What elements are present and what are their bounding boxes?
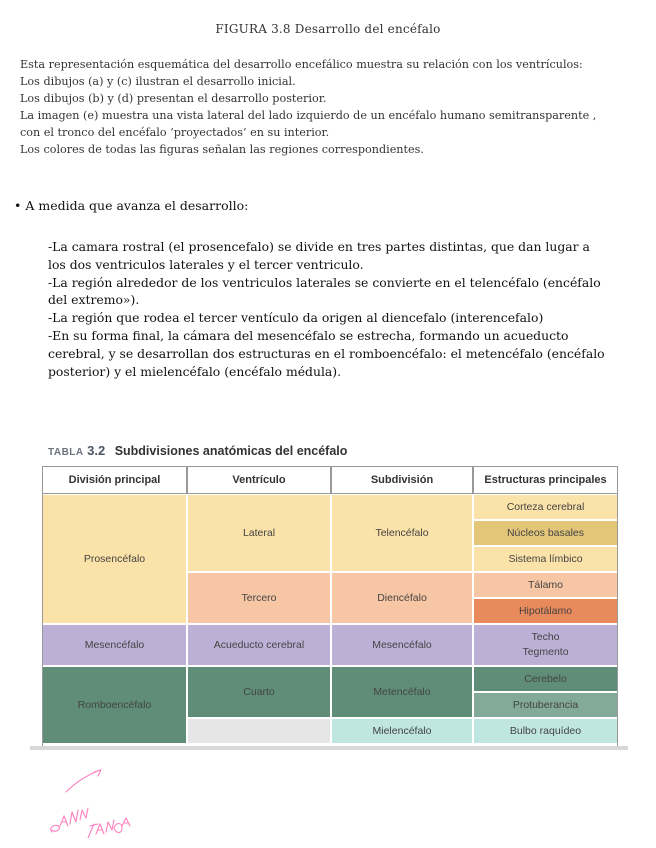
header-ventricle: Ventrículo <box>187 466 331 494</box>
table-number: 3.2 <box>87 443 106 458</box>
development-point: -La región alrededor de los ventriculos laterales se convierte en el telencéfalo (encéfalo del extremo»). <box>48 274 601 308</box>
ventricle-lateral: Lateral <box>187 494 331 572</box>
ventricle-acueducto: Acueducto cerebral <box>187 624 331 666</box>
ventricle-empty-cell <box>187 718 331 744</box>
subdivision-telencefalo: Telencéfalo <box>331 494 473 572</box>
description-line: Los dibujos (b) y (d) presentan el desarrollo posterior. <box>20 92 327 105</box>
development-points <box>48 238 608 380</box>
subdivision-mielencefalo: Mielencéfalo <box>331 718 473 744</box>
development-heading <box>14 198 248 213</box>
subdivision-mesencefalo: Mesencéfalo <box>331 624 473 666</box>
development-point: -En su forma final, la cámara del mesencéfalo se estrecha, formando un acueducto cerebral, y se desarrollan dos estructuras en el romboencéfalo: el metencéfalo (encéfalo posterior) y el mielencéfalo (encéfalo médula). <box>48 327 605 379</box>
ventricle-cuarto: Cuarto <box>187 666 331 718</box>
structure-sistema-limbico: Sistema límbico <box>473 546 618 572</box>
division-mesencefalo: Mesencéfalo <box>42 624 187 666</box>
development-point: -La región que rodea el tercer ventículo da origen al diencefalo (interencefalo) <box>48 310 544 326</box>
handwritten-signature <box>44 768 134 838</box>
structure-hipotalamo: Hipotálamo <box>473 598 618 624</box>
table-title: Subdivisiones anatómicas del encéfalo <box>114 444 348 458</box>
division-prosencefalo: Prosencéfalo <box>42 494 187 624</box>
division-romboencefalo: Romboencéfalo <box>42 666 187 744</box>
structure-cerebelo: Cerebelo <box>473 666 618 692</box>
structure-protuberancia: Protuberancia <box>473 692 618 718</box>
header-structures: Estructuras principales <box>473 466 618 494</box>
ventricle-tercero: Tercero <box>187 572 331 624</box>
description-line: Esta representación esquemática del desarrollo encefálico muestra su relación con los ventrículos: <box>20 58 583 71</box>
description-line: La imagen (e) muestra una vista lateral del lado izquierdo de un encéfalo humano semitransparente , <box>20 109 597 122</box>
structure-bulbo-raquideo: Bulbo raquídeo <box>473 718 618 744</box>
description-line: con el tronco del encéfalo ‘proyectados’ en su interior. <box>20 126 330 139</box>
subdivisions-table <box>30 440 628 752</box>
subdivision-diencefalo: Diencéfalo <box>331 572 473 624</box>
structure-nucleos-basales: Núcleos basales <box>473 520 618 546</box>
description-line: Los colores de todas las figuras señalan las regiones correspondientes. <box>20 143 424 156</box>
figure-description <box>20 56 640 158</box>
structure-tegmento: Tegmento <box>522 646 569 658</box>
structure-corteza: Corteza cerebral <box>473 494 618 520</box>
development-heading-text: A medida que avanza el desarrollo: <box>25 198 249 213</box>
table-label: TABLA <box>48 447 84 458</box>
header-division: División principal <box>42 466 187 494</box>
signature-strokes <box>51 770 130 838</box>
description-line: Los dibujos (a) y (c) ilustran el desarrollo inicial. <box>20 75 296 88</box>
structure-talamo: Tálamo <box>473 572 618 598</box>
table-shadow <box>30 746 628 750</box>
subdivision-metencefalo: Metencéfalo <box>331 666 473 718</box>
bullet-icon: • <box>14 198 22 213</box>
structure-techo-tegmento <box>473 624 618 666</box>
table-caption <box>48 443 347 458</box>
figure-title: FIGURA 3.8 Desarrollo del encéfalo <box>215 22 441 36</box>
structure-techo: Techo <box>531 631 560 643</box>
header-subdivision: Subdivisión <box>331 466 473 494</box>
development-point: -La camara rostral (el prosencefalo) se divide en tres partes distintas, que dan lugar a los dos ventriculos laterales y el tercer ventriculo. <box>48 239 590 272</box>
